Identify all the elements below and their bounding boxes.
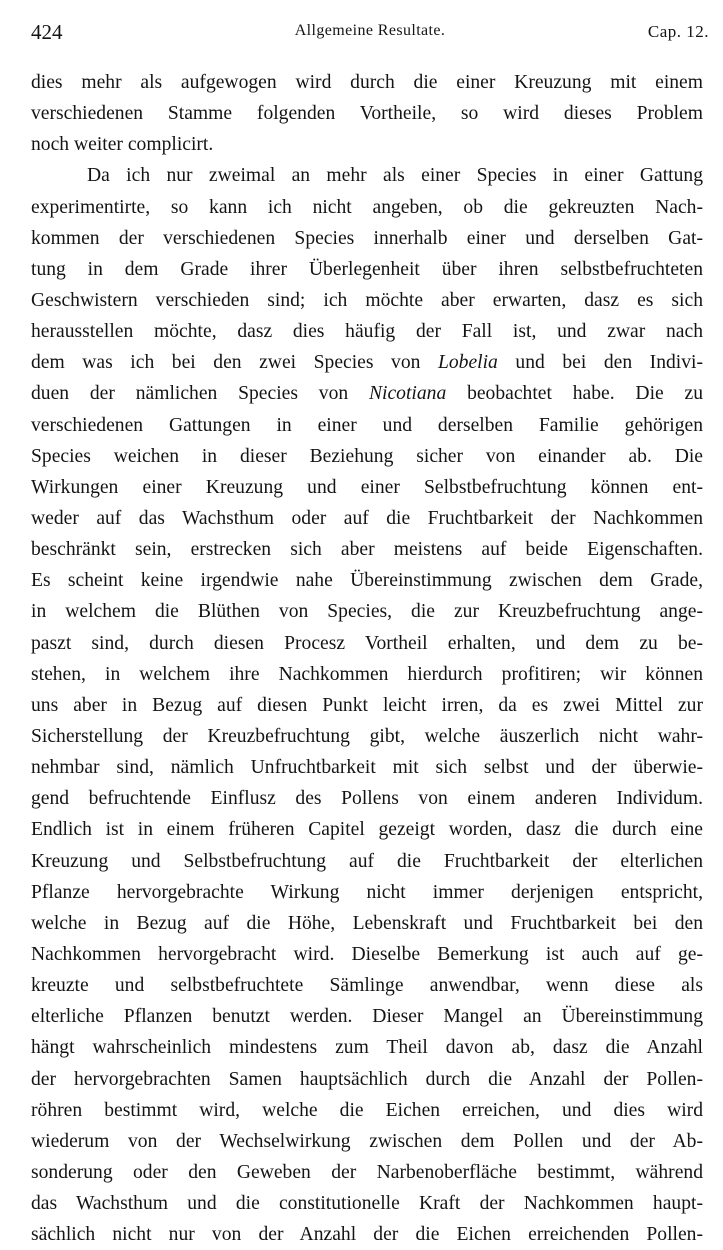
text-line [31, 160, 703, 191]
text-segment: Pflanze hervorgebrachte Wirkung nicht immer derjenigen entspricht, [31, 881, 703, 903]
text-line [31, 192, 703, 223]
text-segment: Sicherstellung der Kreuzbefruchtung gibt, welche äuszerlich nicht wahr- [31, 725, 703, 747]
text-line [31, 223, 703, 254]
text-line [31, 347, 703, 378]
text-segment: Wirkungen einer Kreuzung und einer Selbstbefruchtung können ent- [31, 476, 703, 498]
text-segment: wiederum von der Wechselwirkung zwischen dem Pollen und der Ab- [31, 1130, 703, 1152]
text-line [31, 285, 703, 316]
page-number: 424 [31, 20, 63, 44]
text-line [31, 659, 703, 690]
text-line [31, 628, 703, 659]
text-line [31, 472, 703, 503]
text-segment: noch weiter complicirt. [31, 134, 214, 156]
body-text [31, 67, 703, 1250]
text-segment: uns aber in Bezug auf diesen Punkt leicht irren, da es zwei Mittel zur [31, 694, 703, 716]
page-header [31, 20, 709, 50]
text-segment: Kreuzung und Selbstbefruchtung auf die Fruchtbarkeit der elterlichen [31, 850, 703, 872]
text-line [31, 67, 703, 98]
text-segment: hängt wahrscheinlich mindestens zum Theil davon ab, dasz die Anzahl [31, 1037, 703, 1059]
text-line [31, 1032, 703, 1063]
text-line [31, 939, 703, 970]
text-line [31, 970, 703, 1001]
text-line [31, 814, 703, 845]
text-segment: paszt sind, durch diesen Procesz Vortheil erhalten, und dem zu be- [31, 632, 703, 654]
text-line [31, 254, 703, 285]
text-line [31, 1188, 703, 1219]
text-segment: Endlich ist in einem früheren Capitel gezeigt worden, dasz die durch eine [31, 819, 703, 841]
text-segment: Nachkommen hervorgebracht wird. Dieselbe Bemerkung ist auch auf ge- [31, 943, 703, 965]
text-segment: Geschwistern verschieden sind; ich möchte aber erwarten, dasz es sich [31, 289, 703, 311]
text-line [31, 410, 703, 441]
text-line [31, 565, 703, 596]
text-line [31, 1001, 703, 1032]
text-line [31, 690, 703, 721]
text-line [31, 596, 703, 627]
italic-term: Lobelia [437, 352, 498, 374]
text-line [31, 783, 703, 814]
text-segment: Species weichen in dieser Beziehung sicher von einander ab. Die [31, 445, 703, 467]
text-line [31, 98, 703, 129]
text-segment: dies mehr als aufgewogen wird durch die einer Kreuzung mit einem [31, 72, 703, 93]
text-line [31, 534, 703, 565]
text-line [31, 441, 703, 472]
text-segment: verschiedenen Stamme folgenden Vortheile, so wird dieses Problem [31, 103, 703, 125]
text-segment: gend befruchtende Einflusz des Pollens von einem anderen Individum. [31, 788, 703, 810]
text-line [31, 503, 703, 534]
text-line [31, 1126, 703, 1157]
text-segment: Da ich nur zweimal an mehr als einer Species in einer Gattung [87, 165, 703, 187]
text-line [31, 129, 703, 160]
text-segment: sonderung oder den Geweben der Narbenoberfläche bestimmt, während [31, 1161, 703, 1183]
chapter-label: Cap. 12. [647, 22, 709, 41]
text-line [31, 846, 703, 877]
text-segment: das Wachsthum und die constitutionelle Kraft der Nachkommen haupt- [31, 1193, 703, 1215]
text-line [31, 721, 703, 752]
text-segment: röhren bestimmt wird, welche die Eichen erreichen, und dies wird [31, 1099, 703, 1121]
running-title: Allgemeine Resultate. [294, 22, 446, 39]
text-segment: weder auf das Wachsthum oder auf die Fruchtbarkeit der Nachkommen [31, 507, 703, 529]
text-segment: sächlich nicht nur von der Anzahl der die Eichen erreichenden Pollen- [31, 1224, 703, 1246]
text-segment: experimentirte, so kann ich nicht angeben, ob die gekreuzten Nach- [31, 196, 703, 218]
text-segment: kreuzte und selbstbefruchtete Sämlinge anwendbar, wenn diese als [31, 975, 703, 997]
text-segment: verschiedenen Gattungen in einer und derselben Familie gehörigen [31, 414, 703, 436]
text-segment: und bei den Indivi- [497, 352, 703, 374]
text-line [31, 1219, 703, 1250]
text-segment: elterliche Pflanzen benutzt werden. Dieser Mangel an Übereinstimmung [31, 1006, 703, 1028]
text-segment: der hervorgebrachten Samen hauptsächlich durch die Anzahl der Pollen- [31, 1068, 703, 1090]
text-segment: duen der nämlichen Species von [31, 383, 369, 405]
italic-term: Nicotiana [368, 383, 447, 405]
text-segment: in welchem die Blüthen von Species, die zur Kreuzbefruchtung ange- [31, 601, 703, 623]
text-segment: herausstellen möchte, dasz dies häufig der Fall ist, und zwar nach [31, 321, 703, 343]
text-line [31, 1095, 703, 1126]
text-line [31, 1157, 703, 1188]
text-segment: beschränkt sein, erstrecken sich aber meistens auf beide Eigenschaften. [31, 539, 703, 561]
text-segment: welche in Bezug auf die Höhe, Lebenskraft und Fruchtbarkeit bei den [31, 912, 703, 934]
text-segment: kommen der verschiedenen Species innerhalb einer und derselben Gat- [31, 227, 703, 249]
text-line [31, 378, 703, 409]
text-segment: nehmbar sind, nämlich Unfruchtbarkeit mit sich selbst und der überwie- [31, 757, 703, 779]
text-line [31, 908, 703, 939]
text-line [31, 316, 703, 347]
text-segment: beobachtet habe. Die zu [446, 383, 704, 405]
text-line [31, 752, 703, 783]
text-segment: Es scheint keine irgendwie nahe Übereinstimmung zwischen dem Grade, [31, 570, 703, 592]
text-segment: tung in dem Grade ihrer Überlegenheit über ihren selbstbefruchteten [31, 258, 703, 280]
text-line [31, 877, 703, 908]
text-segment: stehen, in welchem ihre Nachkommen hierdurch profitiren; wir können [31, 663, 703, 685]
text-segment: dem was ich bei den zwei Species von [31, 352, 438, 374]
text-line [31, 1064, 703, 1095]
